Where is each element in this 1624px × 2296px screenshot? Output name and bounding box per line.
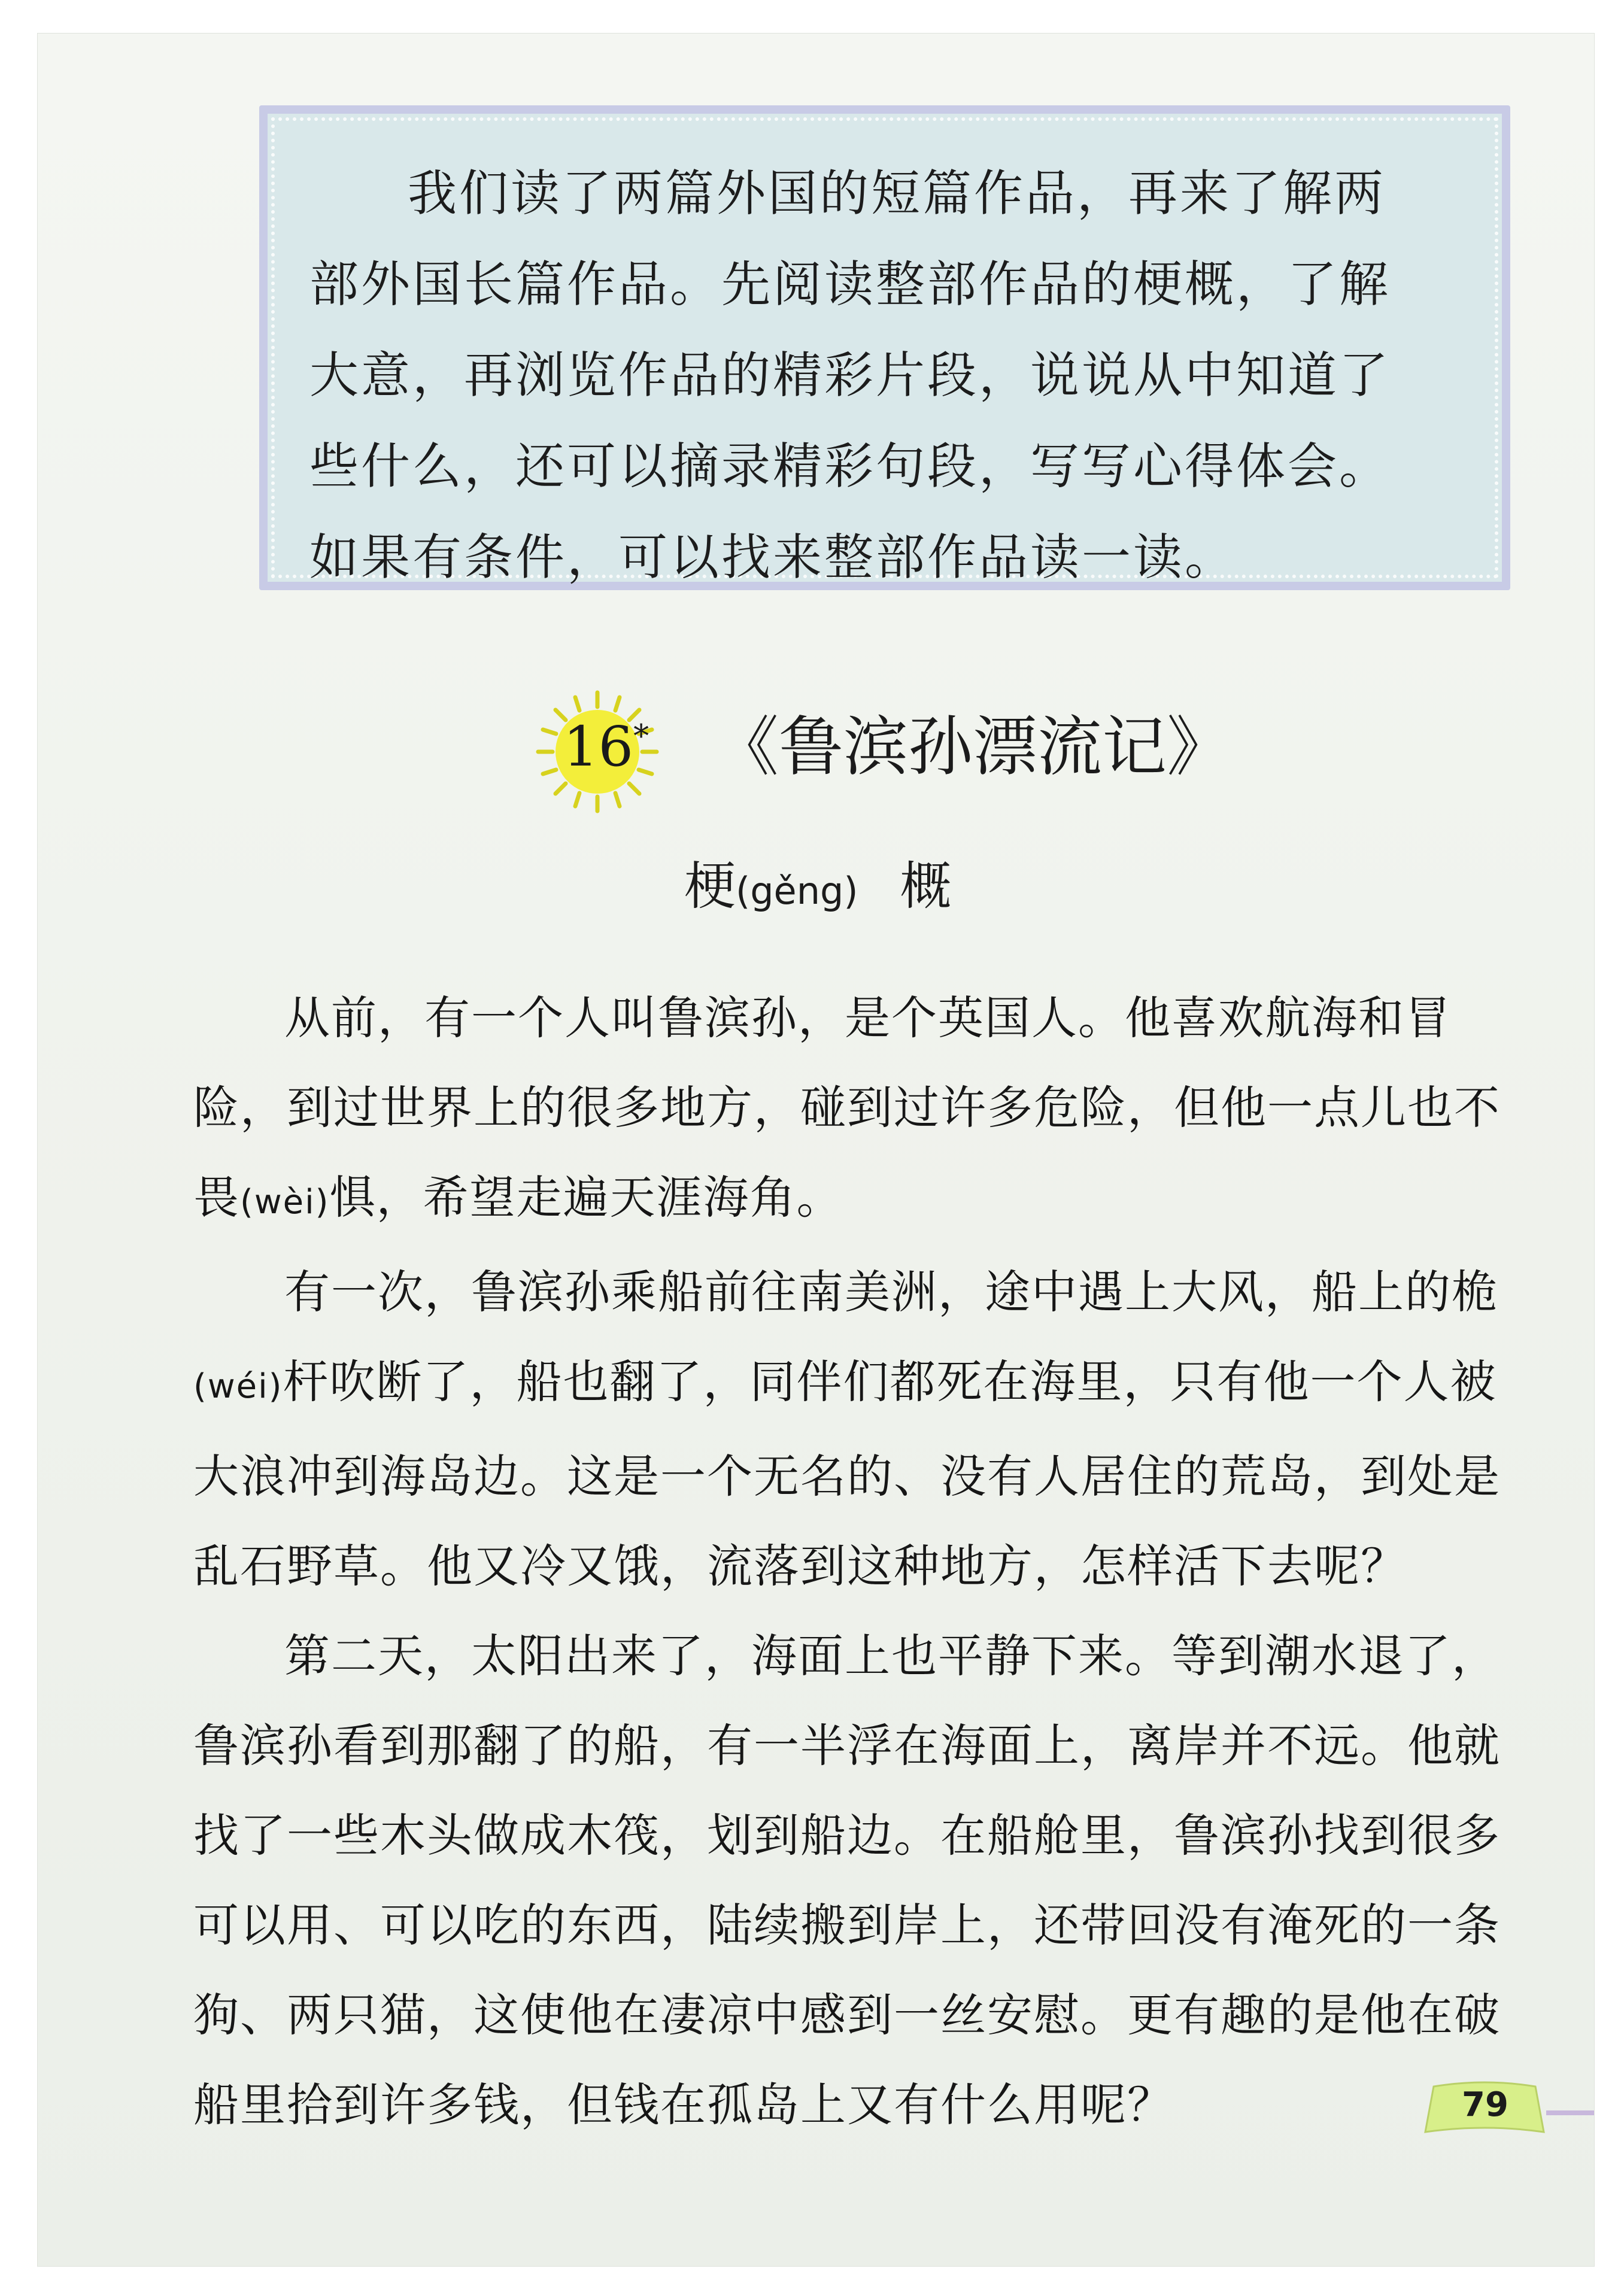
intro-text: 我们读了两篇外国的短篇作品，再来了解两部外国长篇作品。先阅读整部作品的梗概，了解大意，再浏览作品的精彩片段，说说从中知道了些什么，还可以摘录精彩句段，写写心得体会。如果有条件，可以找来整部作品读一读。 (309, 165, 1391, 586)
paragraph-3: 第二天，太阳出来了，海面上也平静下来。等到潮水退了，鲁滨孙看到那翻了的船，有一半浮在海面上，离岸并不远。他就找了一些木头做成木筏，划到船边。在船舱里，鲁滨孙找到很多可以用、可以吃的东西，陆续搬到岸上，还带回没有淹死的一条狗、两只猫，这使他在凄凉中感到一丝安慰。更有趣的是他在破船里拾到许多钱，但钱在孤岛上又有什么用呢？ (193, 1629, 1501, 2131)
lesson-mark: * (633, 718, 649, 755)
paragraph-1-part-b: 惧，希望走遍天涯海角。 (329, 1171, 843, 1224)
lesson-title: 《鲁滨孙漂流记》 (714, 710, 1232, 785)
lesson-number (563, 715, 649, 779)
pinyin-wei2: (wéi) (193, 1367, 283, 1406)
pinyin-wei4: (wèi) (240, 1183, 330, 1222)
paragraph-2 (193, 1247, 1516, 1611)
paragraph-1-part-a: 从前，有一个人叫鲁滨孙，是个英国人。他喜欢航海和冒险，到过世界上的很多地方，碰到过许多危险，但他一点儿也不畏 (193, 991, 1501, 1224)
section-heading (684, 845, 1103, 919)
body-text (193, 973, 1516, 2150)
page-number: 79 (1462, 2085, 1508, 2124)
heading-char-1: 梗 (684, 857, 736, 916)
heading-char-2: 概 (900, 857, 952, 916)
paragraph-2-part-a: 有一次，鲁滨孙乘船前往南美洲，途中遇上大风，船上的桅 (284, 1265, 1498, 1319)
margin-line (1546, 2110, 1594, 2115)
paragraph-2-part-b: 杆吹断了，船也翻了，同伴们都死在海里，只有他一个人被大浪冲到海岛边。这是一个无名的、没有人居住的荒岛，到处是乱石野草。他又冷又饿，流落到这种地方，怎样活下去呢？ (193, 1355, 1501, 1593)
lesson-number-value: 16 (563, 715, 634, 779)
intro-box (259, 105, 1510, 590)
heading-pinyin: (gěng) (736, 869, 858, 913)
paragraph-1 (193, 973, 1516, 1247)
textbook-page (37, 33, 1595, 2267)
